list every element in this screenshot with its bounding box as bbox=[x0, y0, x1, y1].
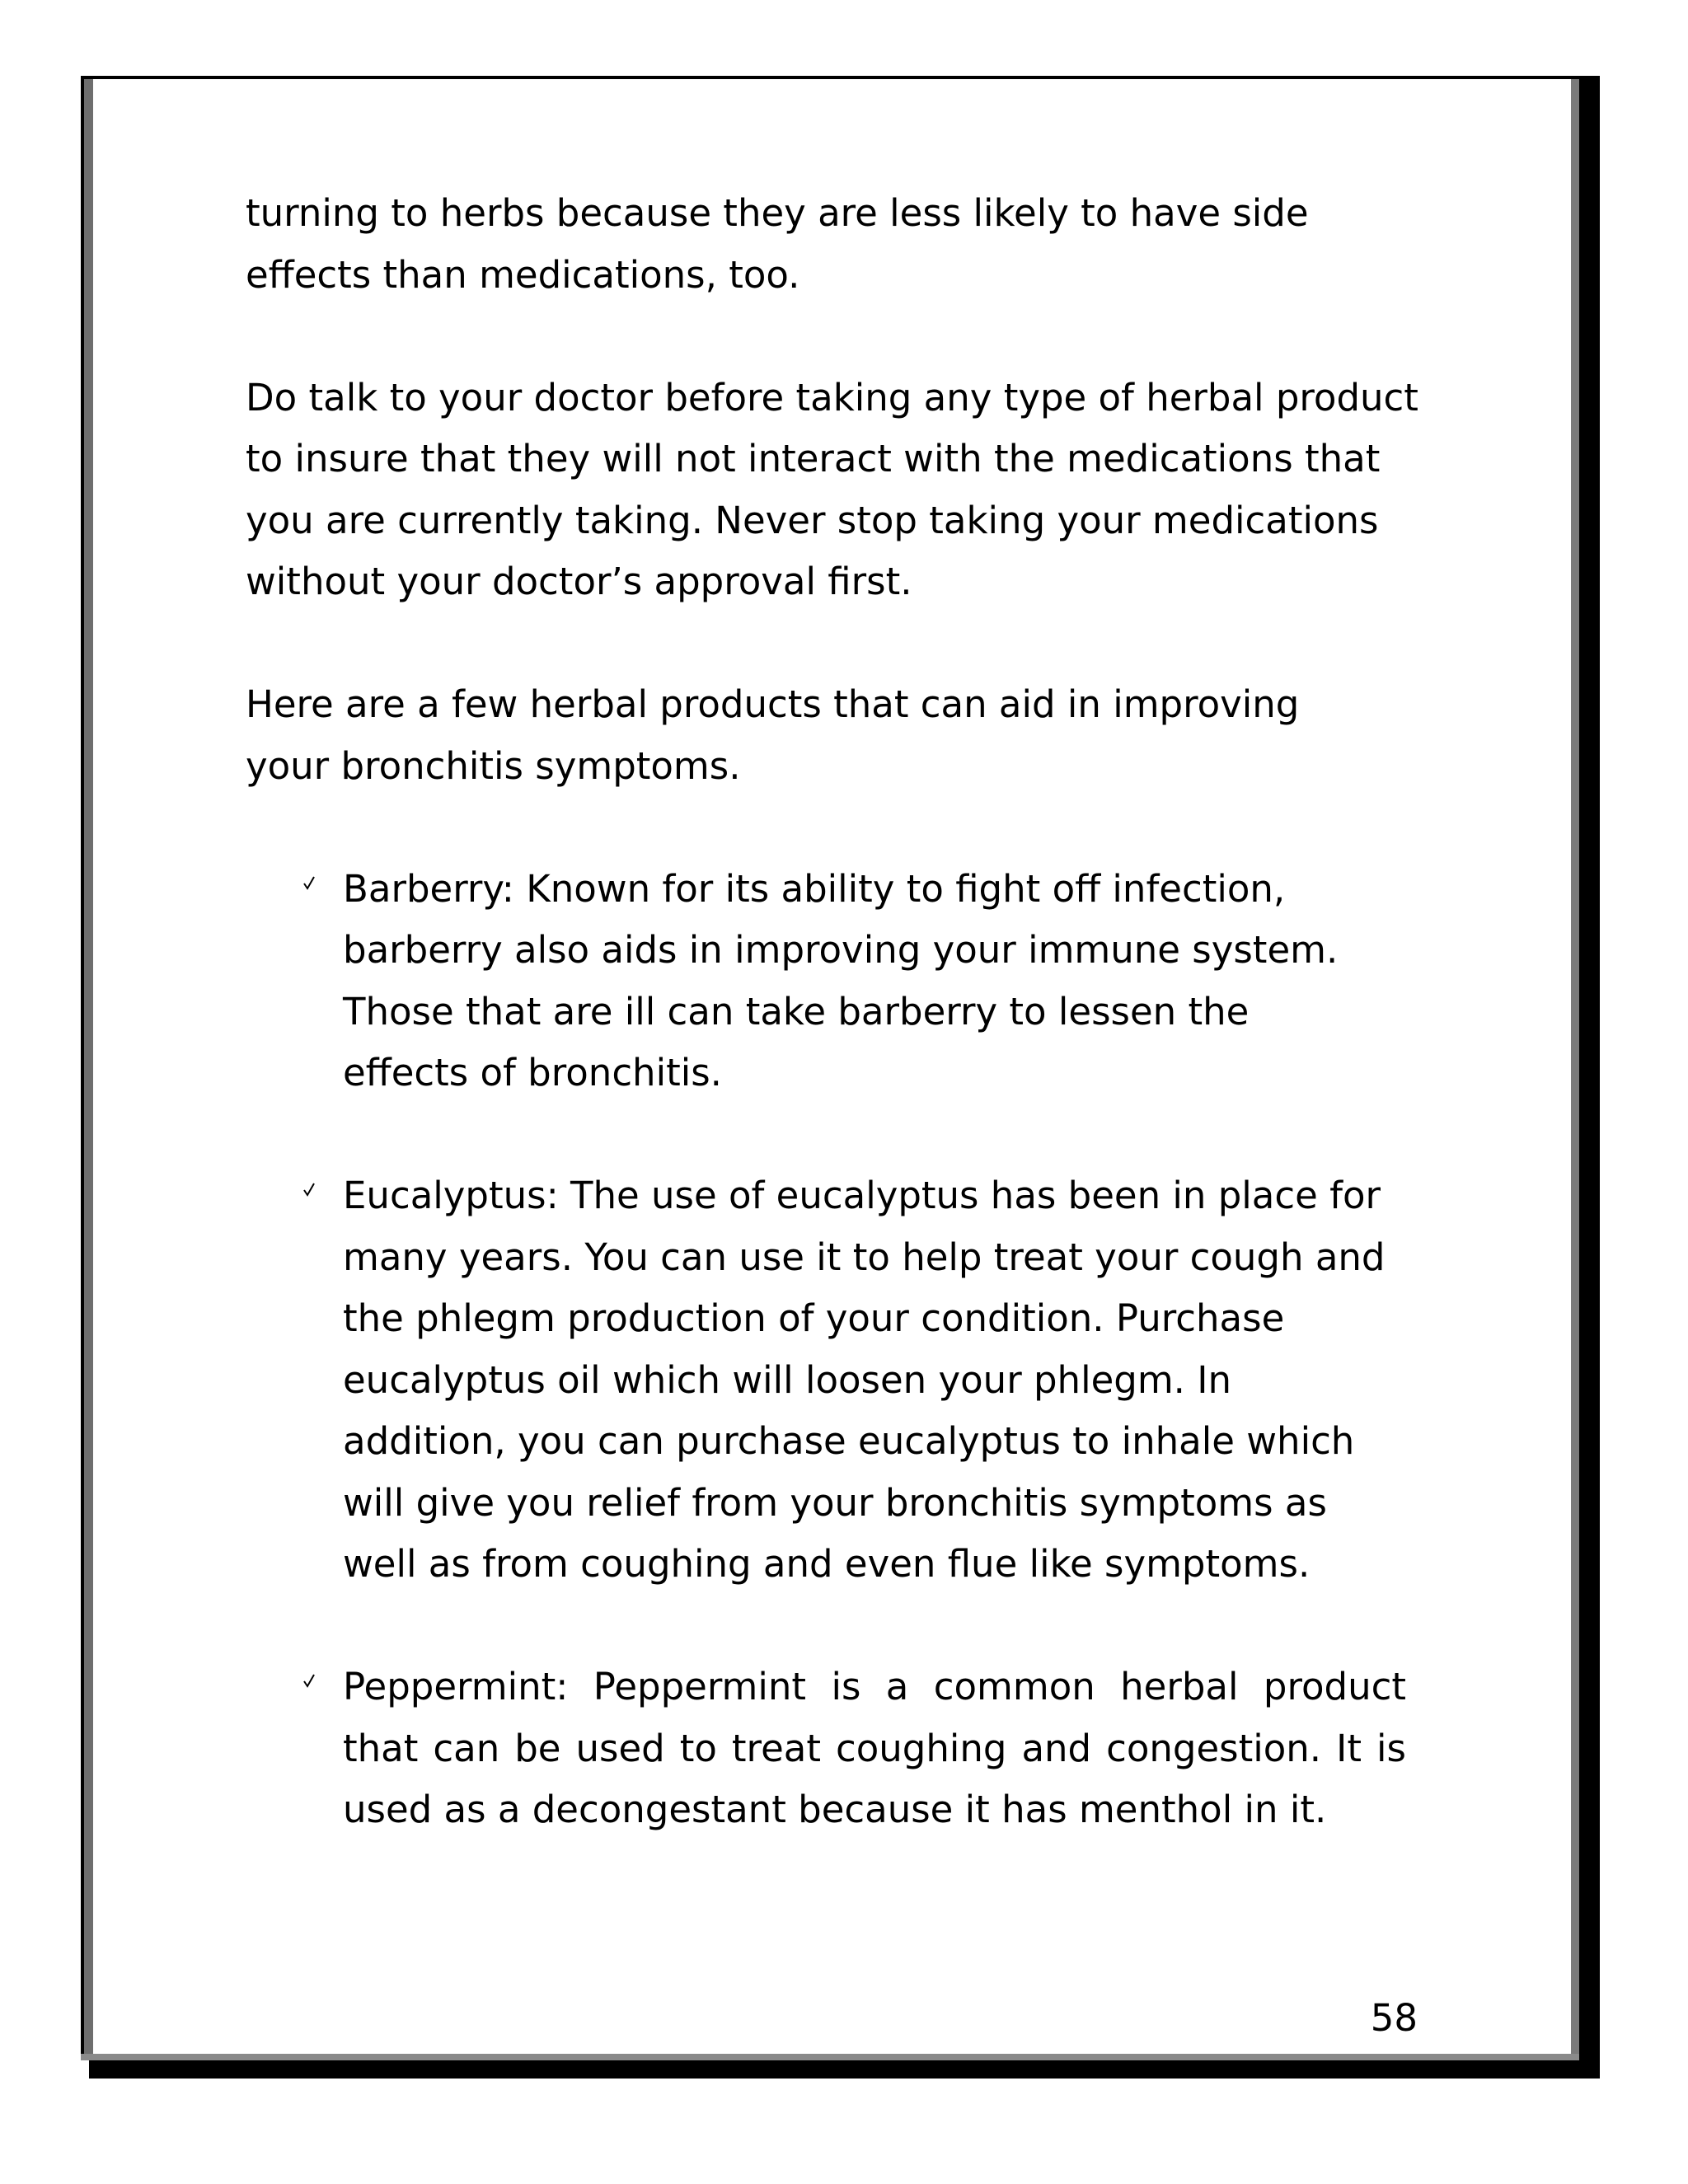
frame-left-shadow bbox=[84, 79, 93, 2060]
peppermint-text: Peppermint: Peppermint is a common herbal product that can be used to treat coughing and congestion. It is used as a decongestant because it has menthol in it. bbox=[343, 1665, 1406, 1831]
paragraph-herbal-products-intro: Here are a few herbal products that can aid in improving your bronchitis symptoms. bbox=[246, 682, 1300, 788]
paragraph-talk-to-doctor: Do talk to your doctor before taking any type of herbal product to insure that they will not interact with the medications that you are currently taking. Never stop taking your medications without your doctor’s approval first. bbox=[246, 375, 1418, 603]
list-item-eucalyptus bbox=[246, 1165, 1449, 1596]
frame-bottom-shadow bbox=[89, 2060, 1600, 2079]
page-number: 58 bbox=[1370, 1996, 1418, 2040]
frame-top-border bbox=[81, 76, 1600, 79]
check-icon bbox=[303, 1673, 315, 1688]
list-item-peppermint bbox=[246, 1657, 1449, 1841]
frame-bottom-inner-border bbox=[81, 2054, 1579, 2060]
check-icon bbox=[303, 875, 315, 890]
paragraph-herbs-side-effects: turning to herbs because they are less likely to have side effects than medications, too. bbox=[246, 191, 1309, 297]
eucalyptus-text: Eucalyptus: The use of eucalyptus has been in place for many years. You can use it to help treat your cough and the phlegm production of your condition. Purchase eucalyptus oil which will loosen your phlegm. In addition, you can purchase eucalyptus to inhale which will give you relief from your bronchitis symptoms as well as from coughing and even flue like symptoms. bbox=[343, 1174, 1386, 1586]
list-item-barberry bbox=[246, 859, 1449, 1104]
frame-right-inner-border bbox=[1571, 79, 1579, 2060]
barberry-text: Barberry: Known for its ability to fight off infection, barberry also aids in improving your immune system. Those that are ill can take barberry to lessen the effects of bronchitis. bbox=[343, 866, 1339, 1094]
check-icon bbox=[303, 1182, 315, 1197]
herbal-products-list bbox=[246, 859, 1449, 1841]
frame-right-shadow bbox=[1579, 79, 1600, 2079]
page-content bbox=[246, 183, 1449, 1841]
